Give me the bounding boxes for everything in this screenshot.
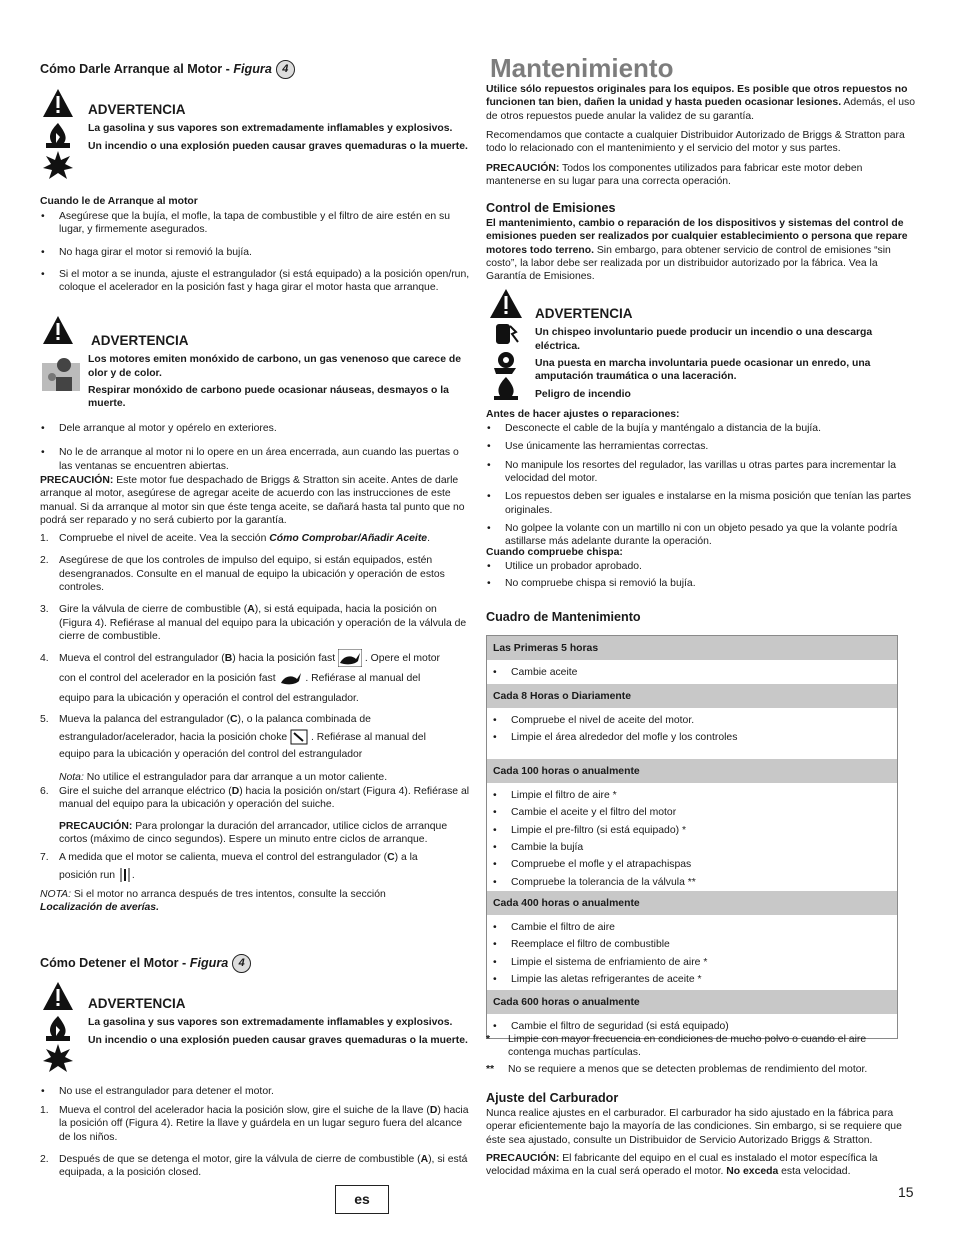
chart-section-header: Cada 400 horas o anualmente bbox=[487, 891, 897, 915]
electric-shock-icon bbox=[496, 324, 518, 344]
warning-text: Una puesta en marcha involuntaria puede ocasionar un enredo, una amputación traumática o una laceración. bbox=[535, 357, 871, 383]
step-item: 6. Gire el suiche del arranque eléctrico (D) hacia la posición on/start (Figura 4). Refiérase al manual del equipo para la ubicación y operación del suiche. PRECAUCIÓN: Para prolongar la duración del arrancador, utilice ciclos de arranque cortos (máximo de cinco segundos). Espere un minuto entre ciclos de arranque. bbox=[40, 786, 470, 845]
list-item: • Limpie el pre-filtro (si está equipado) * bbox=[493, 824, 891, 837]
list-item: • Cambie el filtro de aire bbox=[493, 921, 891, 934]
carburetor-text bbox=[486, 1107, 916, 1179]
list-item: • No golpee la volante con un martillo ni con un objeto pesado ya que la volante podría astillarse más adelante durante la operación. bbox=[486, 522, 916, 549]
warning-triangle-icon bbox=[42, 88, 74, 183]
chart-section-body bbox=[487, 708, 897, 759]
warning-title: ADVERTENCIA bbox=[88, 996, 186, 1011]
list-item: • Compruebe el nivel de aceite del motor. bbox=[493, 714, 891, 727]
explosion-icon bbox=[43, 1044, 73, 1072]
caution-text: PRECAUCIÓN: Todos los componentes utilizados para fabricar este motor deben mantenerse en su lugar para una correcta operación. bbox=[486, 162, 863, 187]
warning-box-co bbox=[88, 332, 473, 411]
emissions-heading: Control de Emisiones bbox=[486, 201, 616, 215]
stop-steps bbox=[40, 1104, 472, 1188]
step-item: 5. Mueva la palanca del estrangulador (C), o la palanca combinada de estrangulador/acelerador, hacia la posición choke . Refiérase al manual del equipo para la ubicación y operación del control del estrangulador Nota: No utilice el estrangulador para dar arranque a un motor caliente. bbox=[40, 714, 426, 783]
co-bullets bbox=[40, 422, 472, 480]
when-starting-label: Cuando le de Arranque al motor bbox=[40, 196, 198, 207]
step-item: 1. Mueva el control del acelerador hacia la posición slow, gire el suiche de la llave (D) hacia la posición off (Figura 4). Retire la llave y guárdela en un lugar seguro fuera del alcance de los niños. bbox=[40, 1105, 469, 1143]
warning-text: Peligro de incendio bbox=[535, 388, 631, 400]
warning-title: ADVERTENCIA bbox=[91, 333, 189, 348]
warning-text: Un chispeo involuntario puede producir un incendio o una descarga eléctrica. bbox=[535, 327, 873, 352]
list-item: • Cambie el aceite y el filtro del motor bbox=[493, 806, 891, 819]
footnote: * Limpie con mayor frecuencia en condiciones de mucho polvo o cuando el aire contenga muchas partículas. bbox=[486, 1034, 867, 1059]
warning-text: Respirar monóxido de carbono puede ocasionar náuseas, desmayos o la muerte. bbox=[88, 384, 449, 410]
choke-icon bbox=[290, 729, 308, 745]
fire-icon bbox=[46, 1016, 70, 1041]
warning-icon-stack bbox=[42, 315, 82, 399]
spark-check-label: Cuando compruebe chispa: bbox=[486, 547, 623, 558]
entanglement-icon bbox=[494, 352, 516, 374]
troubleshoot-note: NOTA: Si el motor no arranca después de tres intentos, consulte la sección Localización de averías. bbox=[40, 889, 386, 914]
list-item: • No manipule los resortes del regulador, las varillas u otras partes para incrementar la velocidad del motor. bbox=[486, 459, 916, 486]
carburetor-heading: Ajuste del Carburador bbox=[486, 1091, 619, 1105]
spark-bullets bbox=[486, 560, 916, 598]
step-item: 7. A medida que el motor se calienta, mueva el control del estrangulador (C) a la posición run . bbox=[40, 849, 472, 885]
warning-title: ADVERTENCIA bbox=[88, 102, 186, 117]
step-item: 2. Asegúrese de que los controles de impulso del equipo, si están equipados, estén desengranados. Consulte en el manual de equipo la ubicación y operación de estos controles. bbox=[40, 555, 445, 593]
stop-engine-heading: Cómo Detener el Motor - Figura 4 bbox=[40, 954, 251, 973]
list-item: • Limpie el sistema de enfriamiento de aire * bbox=[493, 956, 891, 969]
fire-icon bbox=[494, 377, 518, 400]
list-item: • Si el motor a se inunda, ajuste el estrangulador (si está equipado) a la posición open/run, coloque el acelerador en la posición fast y haga girar el motor hasta que arranque. bbox=[40, 268, 472, 295]
run-position-icon bbox=[118, 867, 132, 883]
chart-section-body bbox=[487, 915, 897, 990]
before-adjust-label: Antes de hacer ajustes o reparaciones: bbox=[486, 409, 680, 420]
warning-box-fuel bbox=[88, 101, 473, 153]
warning-text: Un incendio o una explosión pueden causar graves quemaduras o la muerte. bbox=[88, 140, 468, 152]
chart-section-body bbox=[487, 783, 897, 891]
list-item: • No haga girar el motor si removió la bujía. bbox=[40, 246, 472, 259]
figure-ref-badge: 4 bbox=[276, 60, 295, 79]
warning-text: Un incendio o una explosión pueden causar graves quemaduras o la muerte. bbox=[88, 1034, 468, 1046]
list-item: • Compruebe el mofle y el atrapachispas bbox=[493, 858, 891, 871]
warning-triangle-icon bbox=[490, 289, 522, 318]
list-item: • Los repuestos deben ser iguales e instalarse en la misma posición que tenían las partes originales. bbox=[486, 490, 916, 517]
list-item: • Dele arranque al motor y opérelo en exteriores. bbox=[40, 422, 472, 435]
warning-text: La gasolina y sus vapores son extremadamente inflamables y explosivos. bbox=[88, 123, 453, 135]
warning-text: Los motores emiten monóxido de carbono, un gas venenoso que carece de olor y de color. bbox=[88, 354, 461, 379]
start-steps bbox=[40, 532, 472, 651]
warning-icon-stack bbox=[42, 88, 74, 187]
list-item: • Limpie el área alrededor del mofle y los controles bbox=[493, 731, 891, 744]
step-item: 4. Mueva el control del estrangulador (B) hacia la posición fast . Opere el motor con el control del acelerador en la posición fast . Refiérase al manual del equipo para la ubicación y operación el control del estrangulador. bbox=[40, 649, 472, 709]
chart-section-header: Cada 100 horas o anualmente bbox=[487, 759, 897, 783]
rabbit-fast-icon bbox=[338, 649, 362, 667]
step-item: 3. Gire la válvula de cierre de combustible (A), si está equipada, hacia la posición on (Figura 4). Refiérase al manual del equipo para la ubicación y operación de la válvula de cierre de combustible. bbox=[40, 604, 467, 642]
list-item: • Desconecte el cable de la bujía y manténgalo a distancia de la bujía. bbox=[486, 422, 916, 435]
chart-section-body bbox=[487, 660, 897, 684]
rabbit-fast-icon bbox=[279, 669, 303, 687]
list-item: • Reemplace el filtro de combustible bbox=[493, 938, 891, 951]
stop-bullets bbox=[40, 1085, 472, 1105]
warning-triangle-icon bbox=[43, 982, 73, 1010]
warning-icon-stack bbox=[488, 288, 524, 404]
list-item: • Cambie la bujía bbox=[493, 841, 891, 854]
warning-box-fuel-stop bbox=[88, 995, 473, 1047]
maintenance-chart-heading: Cuadro de Mantenimiento bbox=[486, 610, 641, 624]
list-item: • No compruebe chispa si removió la bujía. bbox=[486, 577, 916, 590]
figure-ref-badge: 4 bbox=[232, 954, 251, 973]
start-bullets bbox=[40, 210, 472, 302]
oil-caution: PRECAUCIÓN: Este motor fue despachado de Briggs & Stratton sin aceite. Antes de darle arranque al motor, asegúrese de agregar aceite de acuerdo con las instrucciones de este manual. Si da arranque al motor sin que éste tenga aceite, se dañará hasta tal punto que no podrá ser reparado y no será cubierto por la garantía. bbox=[40, 475, 465, 526]
warning-box-spark bbox=[535, 305, 885, 401]
carburetor-caution: PRECAUCIÓN: El fabricante del equipo en el cual es instalado el motor específica la velocidad máxima en la cual será operado el motor. No exceda esta velocidad. bbox=[486, 1152, 878, 1178]
chart-section-header: Cada 600 horas o anualmente bbox=[487, 990, 897, 1014]
explosion-icon bbox=[43, 151, 73, 179]
page-title: Mantenimiento bbox=[490, 53, 674, 83]
list-item: • Limpie las aletas refrigerantes de aceite * bbox=[493, 973, 891, 986]
emissions-text: El mantenimiento, cambio o reparación de los dispositivos y sistemas del control de emisiones pueden ser realizados por cualquier establecimiento o persona que repare motores todo terreno. Sin embargo, para obtener servicio de control de emisiones “sin costo”, la labor debe ser realizada por un distribuidor autorizado por la fábrica. Vea la Garantía de Emisiones. bbox=[486, 218, 908, 283]
list-item: • Utilice un probador aprobado. bbox=[486, 560, 916, 573]
maintenance-chart bbox=[486, 635, 898, 1039]
warning-icon-stack bbox=[42, 981, 74, 1080]
language-tab: es bbox=[335, 1185, 389, 1214]
adjust-bullets bbox=[486, 422, 916, 554]
list-item: • Compruebe la tolerancia de la válvula ** bbox=[493, 876, 891, 889]
warning-text: La gasolina y sus vapores son extremadamente inflamables y explosivos. bbox=[88, 1017, 453, 1029]
page-number: 15 bbox=[898, 1184, 914, 1200]
list-item: • Use únicamente las herramientas correctas. bbox=[486, 440, 916, 453]
chart-section-header: Cada 8 Horas o Diariamente bbox=[487, 684, 897, 708]
list-item: • No le de arranque al motor ni lo opere en un área encerrada, aun cuando las puertas o las ventanas se encuentren abiertas. bbox=[40, 446, 472, 473]
chart-footnotes bbox=[486, 1033, 906, 1076]
troubleshoot-link[interactable]: Localización de averías. bbox=[40, 902, 159, 914]
list-item: • Cambie el filtro de seguridad (si está equipado) bbox=[493, 1020, 891, 1033]
step-item: 2. Después de que se detenga el motor, gire la válvula de cierre de combustible (A), si está equipada, a la posición closed. bbox=[40, 1153, 468, 1179]
list-item: • No use el estrangulador para detener el motor. bbox=[40, 1085, 472, 1098]
list-item: • Cambie aceite bbox=[493, 666, 891, 679]
maintenance-intro: Utilice sólo repuestos originales para los equipos. Es posible que otros repuestos no funcionen tan bien, dañen la unidad y hasta pueden ocasionar lesiones. Además, el uso de otros repuestos puede anular la validez de su garantía. Recomendamos que contacte a cualquier Distribuidor Autorizado de Briggs & Stratton para todo lo relacionado con el mantenimiento y el servicio del motor y sus partes. PRECAUCIÓN: Todos los componentes utilizados para fabricar este motor deben mantenerse en su lugar para una correcta operación. bbox=[486, 84, 916, 187]
start-engine-heading: Cómo Darle Arranque al Motor - Figura 4 bbox=[40, 60, 295, 79]
list-item: • Asegúrese que la bujía, el mofle, la tapa de combustible y el filtro de aire estén en su lugar, y firmemente asegurados. bbox=[40, 210, 472, 237]
list-item: • Limpie el filtro de aire * bbox=[493, 789, 891, 802]
warning-title: ADVERTENCIA bbox=[535, 306, 633, 321]
carburetor-paragraph: Nunca realice ajustes en el carburador. El carburador ha sido ajustado en la fábrica para operar eficientemente bajo la mayoría de las condiciones. Sin embargo, si se requiere que éste sea ajustado, consulte un Distribuidor de Servicio Autorizado Briggs & Stratton. bbox=[486, 1108, 902, 1146]
warning-triangle-icon bbox=[43, 316, 73, 344]
footnote: ** No se requiere a menos que se detecten problemas de rendimiento del motor. bbox=[486, 1063, 868, 1075]
chart-section-header: Las Primeras 5 horas bbox=[487, 636, 897, 660]
toxic-gas-icon bbox=[42, 358, 80, 391]
step-item: 1. Compruebe el nivel de aceite. Vea la sección Cómo Comprobar/Añadir Aceite. bbox=[40, 533, 430, 544]
recommend-text: Recomendamos que contacte a cualquier Distribuidor Autorizado de Briggs & Stratton para todo lo relacionado con el mantenimiento y el servicio del motor y sus partes. bbox=[486, 129, 905, 155]
fire-icon bbox=[46, 123, 70, 148]
